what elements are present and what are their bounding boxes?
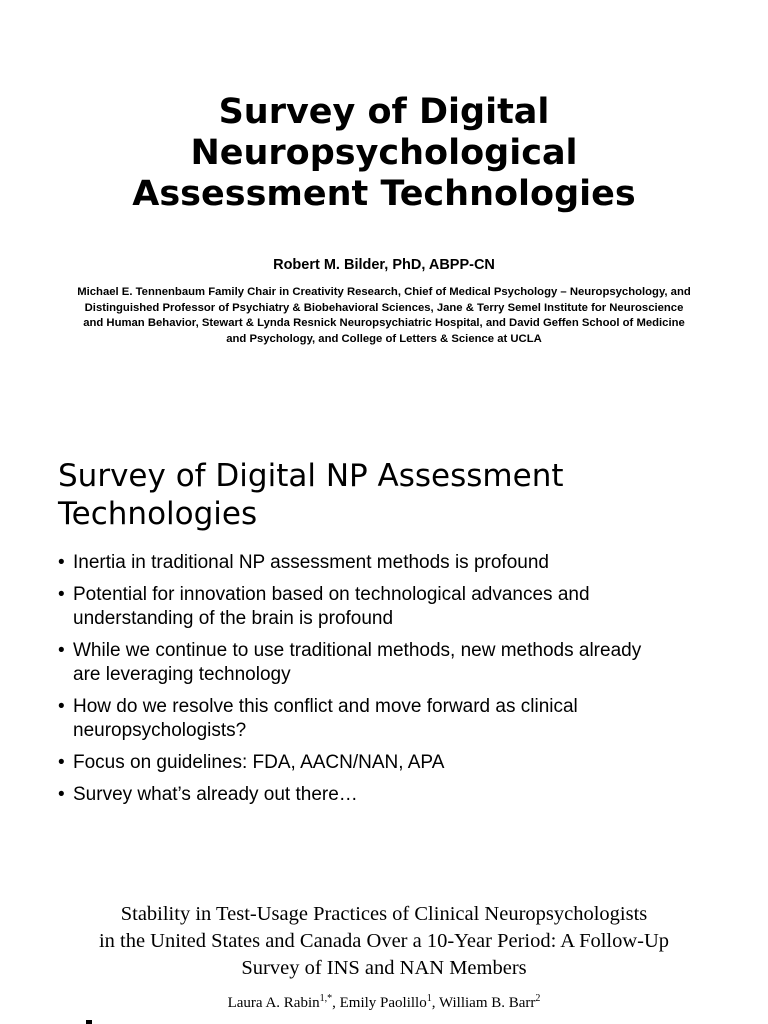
presentation-title <box>0 92 768 215</box>
author-name: Robert M. Bilder, PhD, ABPP-CN <box>273 257 495 273</box>
title-slide <box>0 0 768 400</box>
paper-title <box>0 901 768 982</box>
bullet-text: neuropsychologists? <box>73 720 247 741</box>
title-line: Neuropsychological <box>190 133 578 173</box>
paper-author-name: Laura A. Rabin <box>227 995 320 1011</box>
paper-author <box>228 995 340 1011</box>
bullet-item <box>58 695 641 743</box>
bullet-marker: • <box>58 784 65 805</box>
author-affiliation-mark: 1 <box>426 993 432 1004</box>
bullet-item <box>58 751 641 775</box>
paper-author-name: William B. Barr <box>438 995 536 1011</box>
bullet-marker: • <box>58 752 65 773</box>
bullet-text: understanding of the brain is profound <box>73 608 394 629</box>
affiliation-line: Michael E. Tennenbaum Family Chair in Creativity Research, Chief of Medical Psychology – Neuropsychology, and <box>77 286 691 298</box>
author-affiliation-mark: 2 <box>535 993 541 1004</box>
paper-author-name: Emily Paolillo <box>339 995 427 1011</box>
slide-title <box>58 457 564 533</box>
author-separator: , <box>431 995 439 1011</box>
bullet-marker: • <box>58 640 65 661</box>
author-separator: , <box>332 995 340 1011</box>
bullet-text: Inertia in traditional NP assessment methods is profound <box>73 552 549 573</box>
bullet-item <box>58 639 641 687</box>
author-affiliation <box>40 285 728 347</box>
paper-title-line: Stability in Test-Usage Practices of Clinical Neuropsychologists <box>120 903 648 925</box>
bullet-text: Potential for innovation based on technological advances and <box>73 584 590 605</box>
bullet-item <box>58 783 641 807</box>
bullet-text: Survey what’s already out there… <box>73 784 358 805</box>
title-line: Assessment Technologies <box>132 174 636 214</box>
slide-title-line: Survey of Digital NP Assessment <box>58 458 564 494</box>
paper-author <box>340 995 439 1011</box>
paper-title-line: in the United States and Canada Over a 10-Year Period: A Follow-Up <box>98 930 670 952</box>
bullet-marker: • <box>58 584 65 605</box>
bullet-text: are leveraging technology <box>73 664 291 685</box>
paper-slide <box>0 880 768 1024</box>
bullet-marker: • <box>58 696 65 717</box>
title-line: Survey of Digital <box>218 92 550 132</box>
bullet-text: While we continue to use traditional methods, new methods already <box>73 640 642 661</box>
paper-authors <box>0 993 768 1012</box>
affiliation-line: Distinguished Professor of Psychiatry & Biobehavioral Sciences, Jane & Terry Semel Institute for Neuroscience <box>84 301 684 314</box>
author-affiliation-mark: 1,* <box>319 993 333 1004</box>
cropped-text-fragment <box>86 1020 92 1024</box>
bullet-text: Focus on guidelines: FDA, AACN/NAN, APA <box>73 752 445 773</box>
slide-title-line: Technologies <box>58 496 258 532</box>
bullet-list <box>58 551 641 815</box>
affiliation-line: and Psychology, and College of Letters & Science at UCLA <box>226 332 542 345</box>
content-slide <box>0 440 768 840</box>
bullet-item <box>58 551 641 575</box>
bullet-item <box>58 583 641 631</box>
affiliation-line: and Human Behavior, Stewart & Lynda Resnick Neuropsychiatric Hospital, and David Geffen School of Medicine <box>83 317 685 330</box>
paper-title-line: Survey of INS and NAN Members <box>241 957 527 979</box>
bullet-marker: • <box>58 552 65 573</box>
paper-author <box>439 995 540 1011</box>
bullet-text: How do we resolve this conflict and move forward as clinical <box>73 696 578 717</box>
